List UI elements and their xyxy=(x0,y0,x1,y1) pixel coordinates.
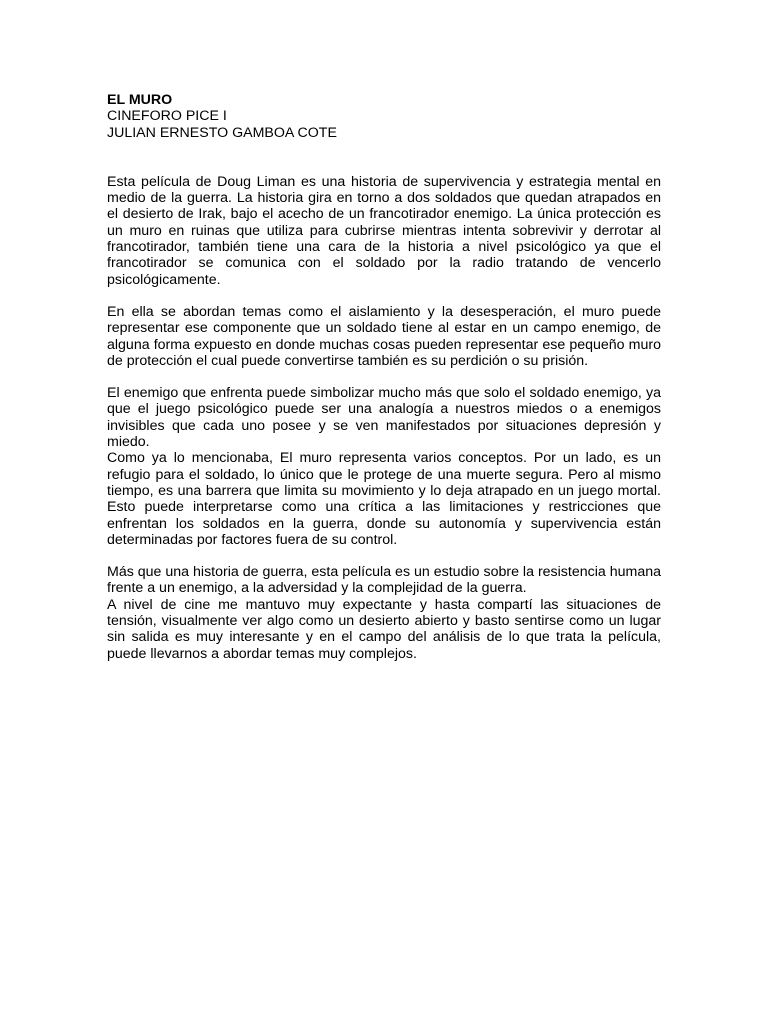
paragraph-text: Como ya lo mencionaba, El muro representa varios conceptos. Por un lado, es un refugio para el soldado, lo único que le protege de una muerte segura. Pero al mismo tiempo, es una barrera que limita su movimiento y lo deja atrapado en un juego mortal. Esto puede interpretarse como una crítica a las limitaciones y restricciones que enfrentan los soldados en la guerra, donde su autonomía y supervivencia están determinadas por factores fuera de su control. xyxy=(107,450,661,548)
document-body xyxy=(107,174,661,662)
document-header xyxy=(107,92,661,141)
paragraph xyxy=(107,385,661,548)
paragraph-text: Más que una historia de guerra, esta película es un estudio sobre la resistencia humana frente a un enemigo, a la adversidad y la complejidad de la guerra. xyxy=(107,564,661,597)
paragraph xyxy=(107,304,661,369)
document-title: EL MURO xyxy=(107,92,173,108)
paragraph-text: En ella se abordan temas como el aislamiento y la desesperación, el muro puede representar ese componente que un soldado tiene al estar en un campo enemigo, de alguna forma expuesto en donde muchas cosas pueden representar ese pequeño muro de protección el cual puede convertirse también es su perdición o su prisión. xyxy=(107,303,661,369)
paragraph xyxy=(107,174,661,288)
paragraph xyxy=(107,564,661,662)
course-name: CINEFORO PICE I xyxy=(107,108,227,125)
author-name: JULIAN ERNESTO GAMBOA COTE xyxy=(107,124,337,141)
paragraph-text: Esta película de Doug Liman es una historia de supervivencia y estrategia mental en medio de la guerra. La historia gira en torno a dos soldados que quedan atrapados en el desierto de Irak, bajo el acecho de un francotirador enemigo. La única protección es un muro en ruinas que utiliza para cubrirse mientras intenta sobrevivir y derrotar al francotirador, también tiene una cara de la historia a nivel psicológico ya que el francotirador se comunica con el soldado por la radio tratando de vencerlo psicológicamente. xyxy=(107,173,661,288)
document-page xyxy=(107,92,661,678)
paragraph-text: El enemigo que enfrenta puede simbolizar mucho más que solo el soldado enemigo, ya que el juego psicológico puede ser una analogía a nuestros miedos o a enemigos invisibles que cada uno posee y se ven manifestados por situaciones depresión y miedo. xyxy=(107,385,661,451)
paragraph-text: A nivel de cine me mantuvo muy expectante y hasta compartí las situaciones de tensión, visualmente ver algo como un desierto abierto y basto sentirse como un lugar sin salida es muy interesante y en el campo del análisis de lo que trata la película, puede llevarnos a abordar temas muy complejos. xyxy=(107,596,661,662)
